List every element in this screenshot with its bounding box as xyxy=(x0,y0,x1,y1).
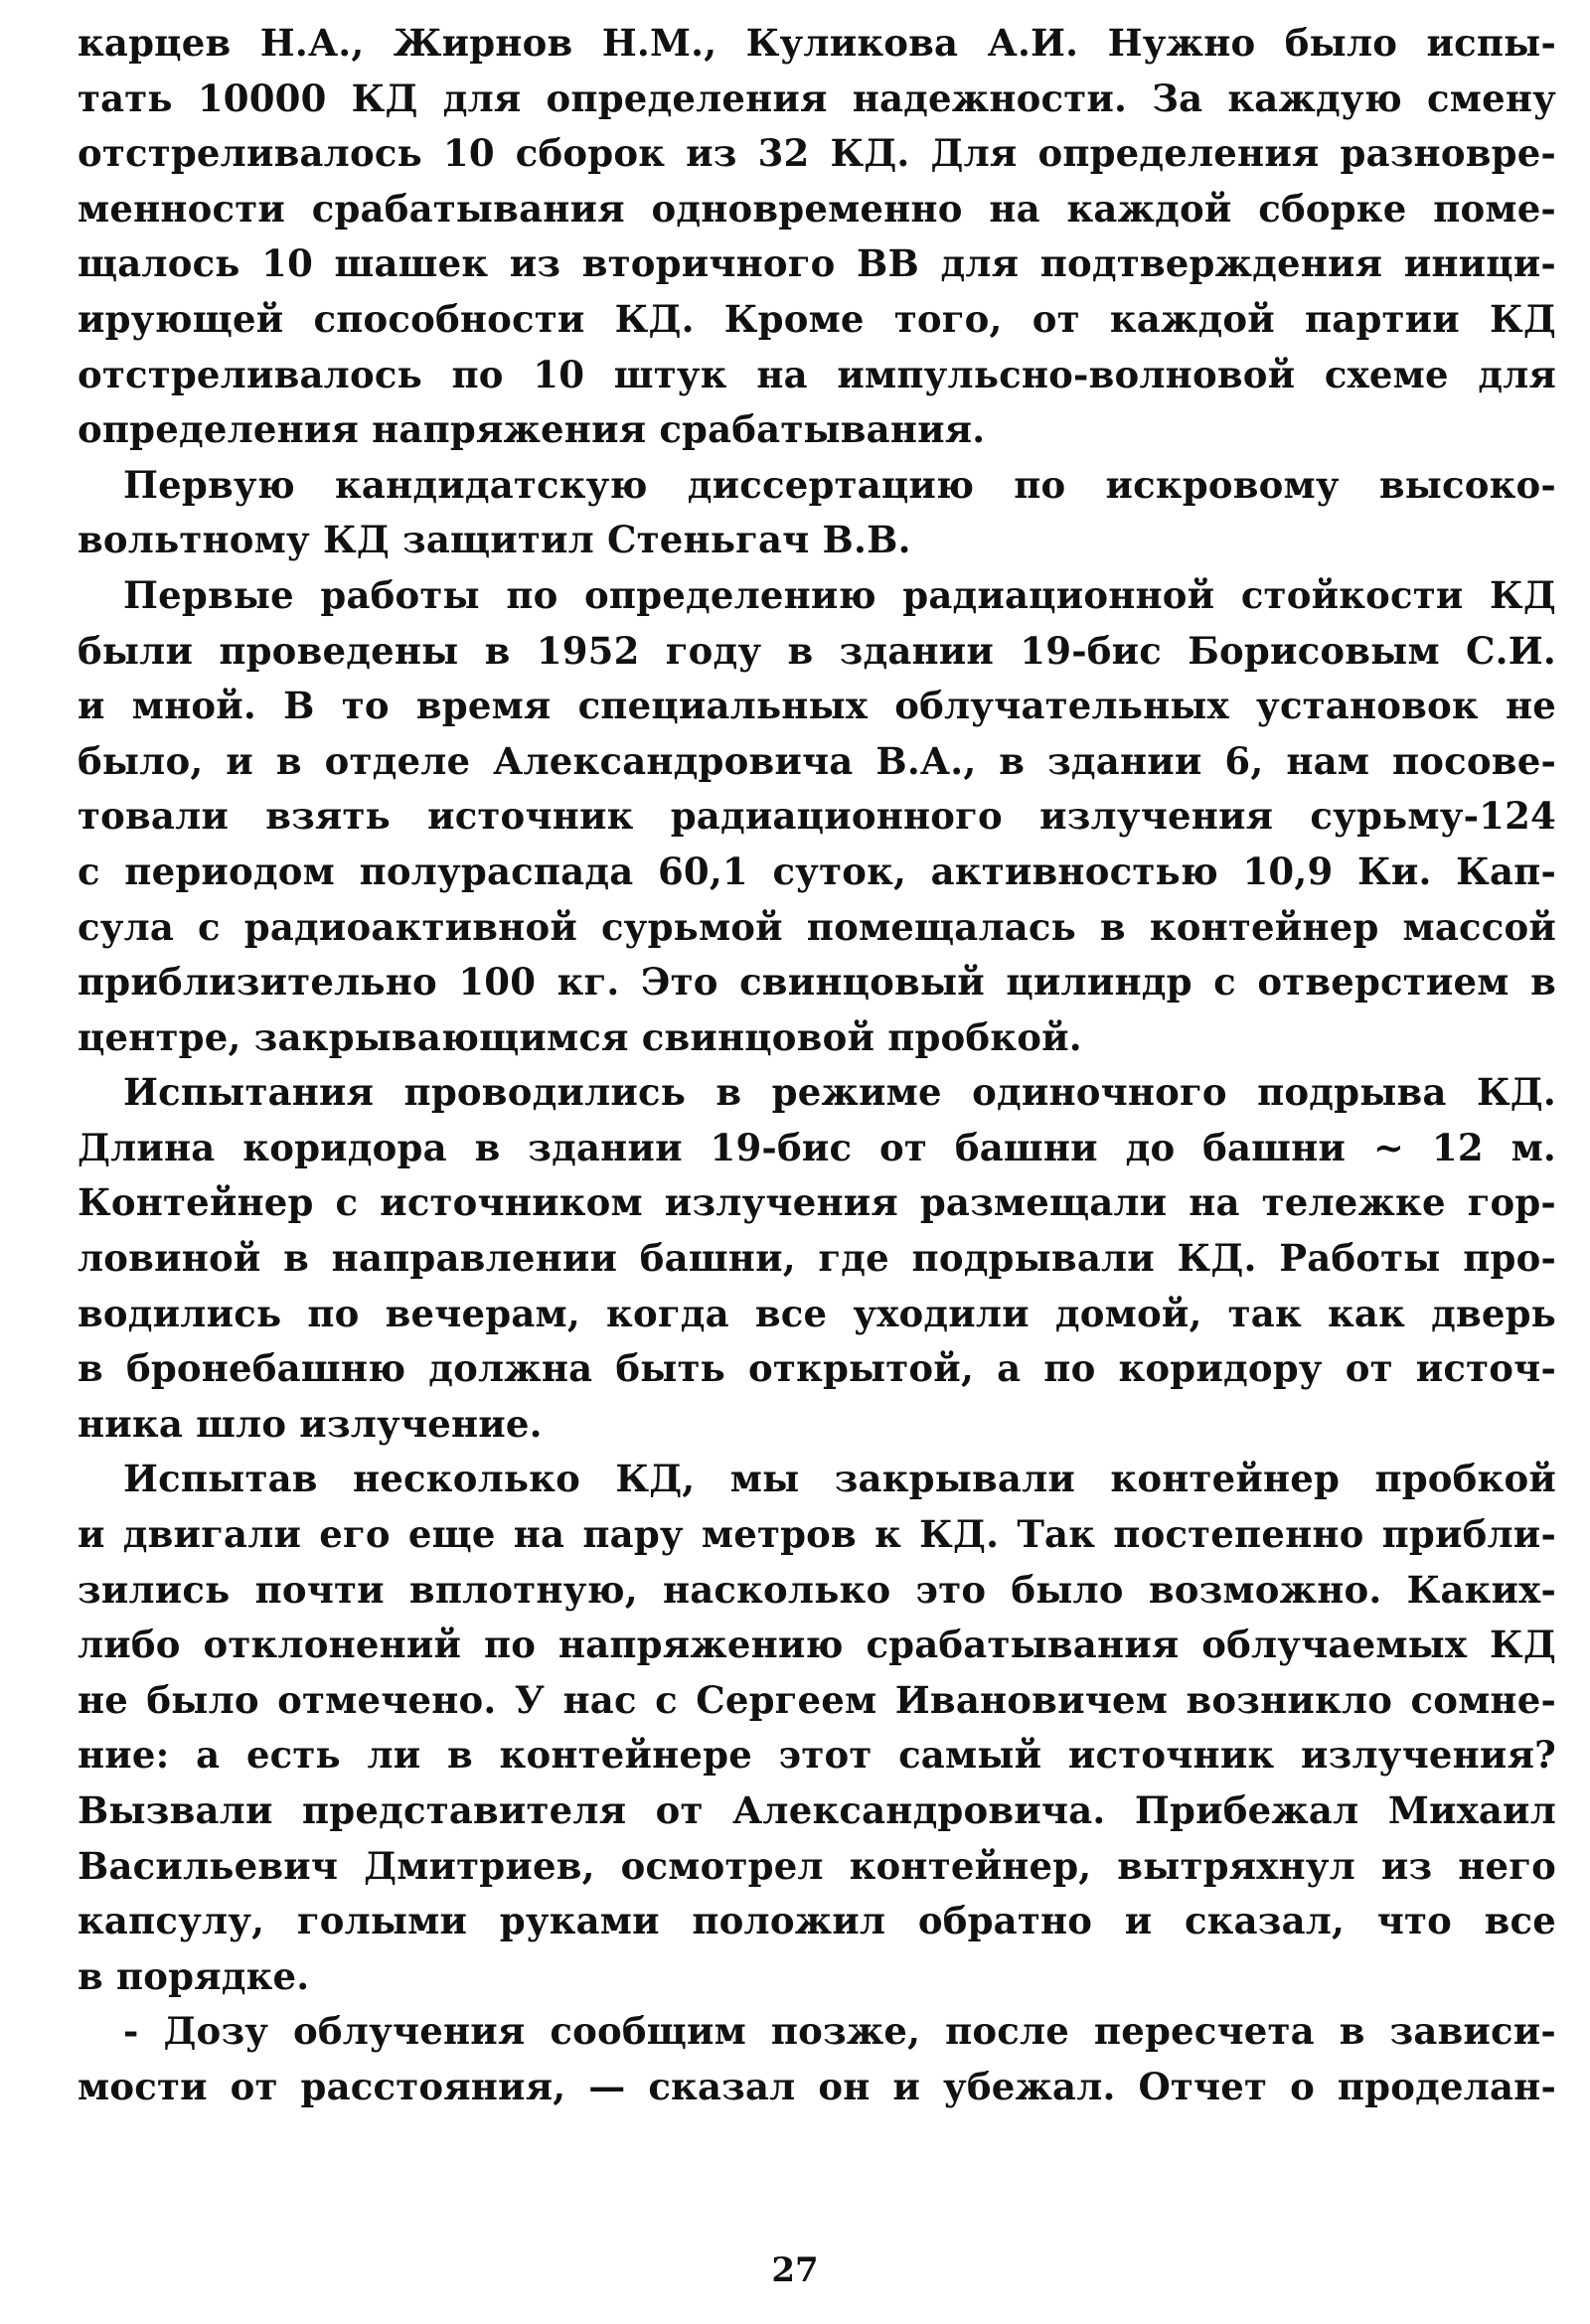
text-line: приблизительно 100 кг. Это свинцовый цилиндр с отверстием в xyxy=(78,960,1556,1005)
text-line: ловиной в направлении башни, где подрывали КД. Работы про- xyxy=(78,1236,1556,1281)
text-line: Васильевич Дмитриев, осмотрел контейнер, вытряхнул из него xyxy=(78,1843,1556,1888)
text-line: определения напряжения срабатывания. xyxy=(78,407,986,452)
page-number: 27 xyxy=(771,2250,819,2290)
text-line: ника шло излучение. xyxy=(78,1401,543,1446)
text-line: капсулу, голыми руками положил обратно и сказал, что все xyxy=(78,1899,1556,1943)
paragraph xyxy=(78,458,1556,568)
text-line: и мной. В то время специальных облучательных установок не xyxy=(78,684,1556,728)
text-line: менности срабатывания одновременно на каждой сборке поме- xyxy=(78,186,1556,231)
text-line: ние: а есть ли в контейнере этот самый источник излучения? xyxy=(78,1733,1556,1778)
text-line: Испытания проводились в режиме одиночного подрыва КД. xyxy=(123,1070,1556,1115)
text-line: товали взять источник радиационного излучения сурьму-124 xyxy=(78,794,1556,839)
text-line: отстреливалось 10 сборок из 32 КД. Для определения разновре- xyxy=(78,131,1556,176)
text-line: Испытав несколько КД, мы закрывали контейнер пробкой xyxy=(123,1457,1556,1501)
text-line: водились по вечерам, когда все уходили домой, так как дверь xyxy=(78,1291,1556,1335)
text-line: зились почти вплотную, насколько это было возможно. Каких- xyxy=(78,1567,1556,1612)
paragraph xyxy=(78,16,1556,458)
text-line: Вызвали представителя от Александровича. Прибежал Михаил xyxy=(78,1788,1556,1832)
text-line: - Дозу облучения сообщим позже, после пересчета в зависи- xyxy=(123,2009,1556,2054)
text-line: мости от расстояния, — сказал он и убежал. Отчет о проделан- xyxy=(78,2064,1556,2108)
text-line: были проведены в 1952 году в здании 19-бис Борисовым С.И. xyxy=(78,628,1556,673)
text-line: не было отмечено. У нас с Сергеем Ивановичем возникло сомне- xyxy=(78,1677,1556,1722)
text-line: с периодом полураспада 60,1 суток, активностью 10,9 Ки. Кап- xyxy=(78,849,1556,893)
paragraph xyxy=(78,1452,1556,2004)
paragraph xyxy=(78,1065,1556,1452)
text-line: либо отклонений по напряжению срабатывания облучаемых КД xyxy=(78,1623,1556,1667)
text-line: Первые работы по определению радиационной стойкости КД xyxy=(123,572,1556,617)
text-line: карцев Н.А., Жирнов Н.М., Куликова А.И. Нужно было испы- xyxy=(78,21,1556,65)
text-line: отстреливалось по 10 штук на импульсно-волновой схеме для xyxy=(78,352,1556,396)
text-line: ирующей способности КД. Кроме того, от каждой партии КД xyxy=(78,296,1556,341)
text-line: сула с радиоактивной сурьмой помещалась в контейнер массой xyxy=(78,904,1556,949)
text-line: в порядке. xyxy=(78,1953,310,1998)
text-line: щалось 10 шашек из вторичного ВВ для подтверждения иници- xyxy=(78,241,1556,286)
body-text xyxy=(78,16,1556,2115)
text-line: и двигали его еще на пару метров к КД. Так постепенно прибли- xyxy=(78,1512,1556,1557)
paragraph xyxy=(78,2004,1556,2114)
text-line: в бронебашню должна быть открытой, а по коридору от источ- xyxy=(78,1346,1556,1391)
paragraph xyxy=(78,568,1556,1065)
text-line: Контейнер с источником излучения размещали на тележке гор- xyxy=(78,1180,1556,1225)
text-line: Длина коридора в здании 19-бис от башни до башни ~ 12 м. xyxy=(78,1125,1556,1169)
text-line: Первую кандидатскую диссертацию по искровому высоко- xyxy=(123,462,1556,507)
text-line: тать 10000 КД для определения надежности. За каждую смену xyxy=(78,76,1556,120)
text-line: было, и в отделе Александровича В.А., в здании 6, нам посове- xyxy=(78,738,1556,783)
text-line: центре, закрывающимся свинцовой пробкой. xyxy=(78,1014,1082,1059)
text-line: вольтному КД защитил Стеньгач В.В. xyxy=(78,518,911,562)
